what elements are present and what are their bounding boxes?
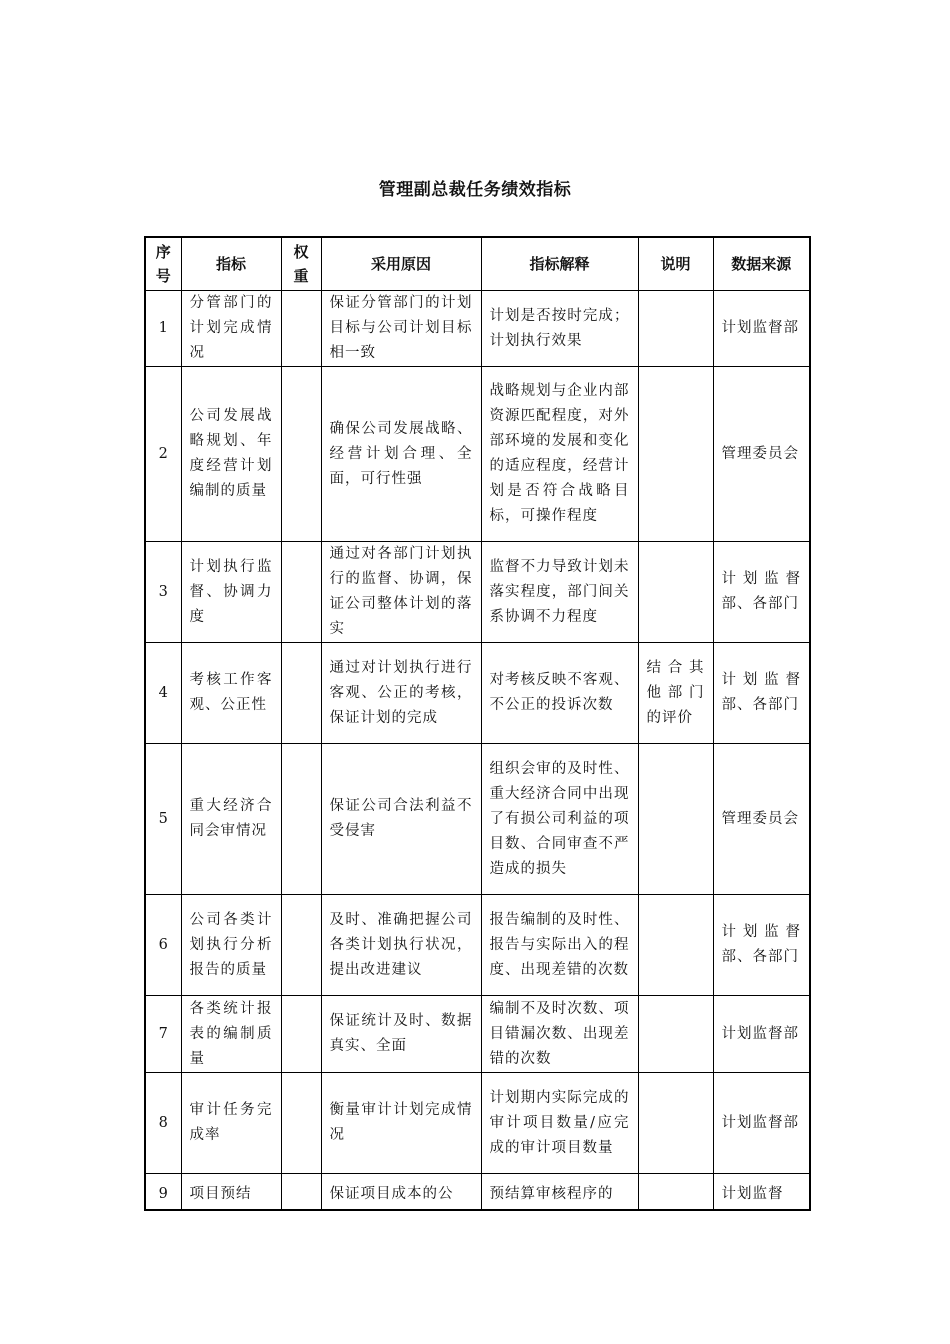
explanation-cell: 计划是否按时完成；计划执行效果 (481, 291, 638, 367)
note-cell (638, 744, 713, 895)
reason-cell: 保证公司合法利益不受侵害 (321, 744, 481, 895)
source-cell: 计划监督部 (713, 996, 810, 1073)
row-number: 5 (145, 744, 181, 895)
table-row (145, 1073, 810, 1174)
explanation-cell: 对考核反映不客观、不公正的投诉次数 (481, 643, 638, 744)
explanation-cell: 报告编制的及时性、报告与实际出入的程度、出现差错的次数 (481, 895, 638, 996)
reason-cell: 通过对计划执行进行客观、公正的考核，保证计划的完成 (321, 643, 481, 744)
reason-cell: 及时、准确把握公司各类计划执行状况，提出改进建议 (321, 895, 481, 996)
row-number: 6 (145, 895, 181, 996)
explanation-cell: 战略规划与企业内部资源匹配程度，对外部环境的发展和变化的适应程度，经营计划是否符合战略目标，可操作程度 (481, 367, 638, 542)
table-row (145, 996, 810, 1073)
explanation-cell: 预结算审核程序的 (481, 1174, 638, 1210)
note-cell (638, 895, 713, 996)
weight-cell (281, 895, 321, 996)
weight-cell (281, 367, 321, 542)
explanation-cell: 组织会审的及时性、重大经济合同中出现了有损公司利益的项目数、合同审查不严造成的损失 (481, 744, 638, 895)
table-row (145, 895, 810, 996)
weight-cell (281, 1073, 321, 1174)
indicator-cell: 各类统计报表的编制质量 (181, 996, 281, 1073)
weight-cell (281, 1174, 321, 1210)
table-row (145, 542, 810, 643)
reason-cell: 通过对各部门计划执行的监督、协调，保证公司整体计划的落实 (321, 542, 481, 643)
table-row (145, 643, 810, 744)
reason-cell: 衡量审计计划完成情况 (321, 1073, 481, 1174)
header-indicator: 指标 (181, 237, 281, 291)
reason-cell: 保证统计及时、数据真实、全面 (321, 996, 481, 1073)
source-cell: 计划监督部 (713, 291, 810, 367)
note-cell: 结合其他部门的评价 (638, 643, 713, 744)
indicator-cell: 重大经济合同会审情况 (181, 744, 281, 895)
row-number: 3 (145, 542, 181, 643)
header-note: 说明 (638, 237, 713, 291)
reason-cell: 保证项目成本的公 (321, 1174, 481, 1210)
reason-cell: 保证分管部门的计划目标与公司计划目标相一致 (321, 291, 481, 367)
source-cell: 计划监督 (713, 1174, 810, 1210)
note-cell (638, 1073, 713, 1174)
explanation-cell: 计划期内实际完成的审计项目数量/应完成的审计项目数量 (481, 1073, 638, 1174)
header-weight: 权重 (281, 237, 321, 291)
header-source: 数据来源 (713, 237, 810, 291)
weight-cell (281, 643, 321, 744)
explanation-cell: 编制不及时次数、项目错漏次数、出现差错的次数 (481, 996, 638, 1073)
table-row (145, 291, 810, 367)
row-number: 9 (145, 1174, 181, 1210)
source-cell: 计划监督部、各部门 (713, 643, 810, 744)
header-reason: 采用原因 (321, 237, 481, 291)
note-cell (638, 291, 713, 367)
table-header (145, 237, 810, 291)
indicator-cell: 计划执行监督、协调力度 (181, 542, 281, 643)
table-row (145, 1174, 810, 1210)
weight-cell (281, 542, 321, 643)
source-cell: 计划监督部、各部门 (713, 542, 810, 643)
table-row (145, 367, 810, 542)
indicator-cell: 公司各类计划执行分析报告的质量 (181, 895, 281, 996)
indicator-cell: 项目预结 (181, 1174, 281, 1210)
header-no: 序号 (145, 237, 181, 291)
row-number: 2 (145, 367, 181, 542)
row-number: 1 (145, 291, 181, 367)
indicator-cell: 考核工作客观、公正性 (181, 643, 281, 744)
explanation-cell: 监督不力导致计划未落实程度，部门间关系协调不力程度 (481, 542, 638, 643)
note-cell (638, 367, 713, 542)
page-title: 管理副总裁任务绩效指标 (378, 180, 572, 200)
weight-cell (281, 291, 321, 367)
row-number: 4 (145, 643, 181, 744)
source-cell: 管理委员会 (713, 367, 810, 542)
indicator-cell: 分管部门的计划完成情况 (181, 291, 281, 367)
note-cell (638, 542, 713, 643)
note-cell (638, 996, 713, 1073)
row-number: 8 (145, 1073, 181, 1174)
source-cell: 计划监督部、各部门 (713, 895, 810, 996)
note-cell (638, 1174, 713, 1210)
weight-cell (281, 744, 321, 895)
source-cell: 计划监督部 (713, 1073, 810, 1174)
row-number: 7 (145, 996, 181, 1073)
weight-cell (281, 996, 321, 1073)
header-explanation: 指标解释 (481, 237, 638, 291)
table-body (145, 291, 810, 1210)
kpi-table (144, 236, 811, 1211)
reason-cell: 确保公司发展战略、经营计划合理、全面，可行性强 (321, 367, 481, 542)
indicator-cell: 公司发展战略规划、年度经营计划编制的质量 (181, 367, 281, 542)
source-cell: 管理委员会 (713, 744, 810, 895)
table-row (145, 744, 810, 895)
header-row (145, 237, 810, 291)
indicator-cell: 审计任务完成率 (181, 1073, 281, 1174)
